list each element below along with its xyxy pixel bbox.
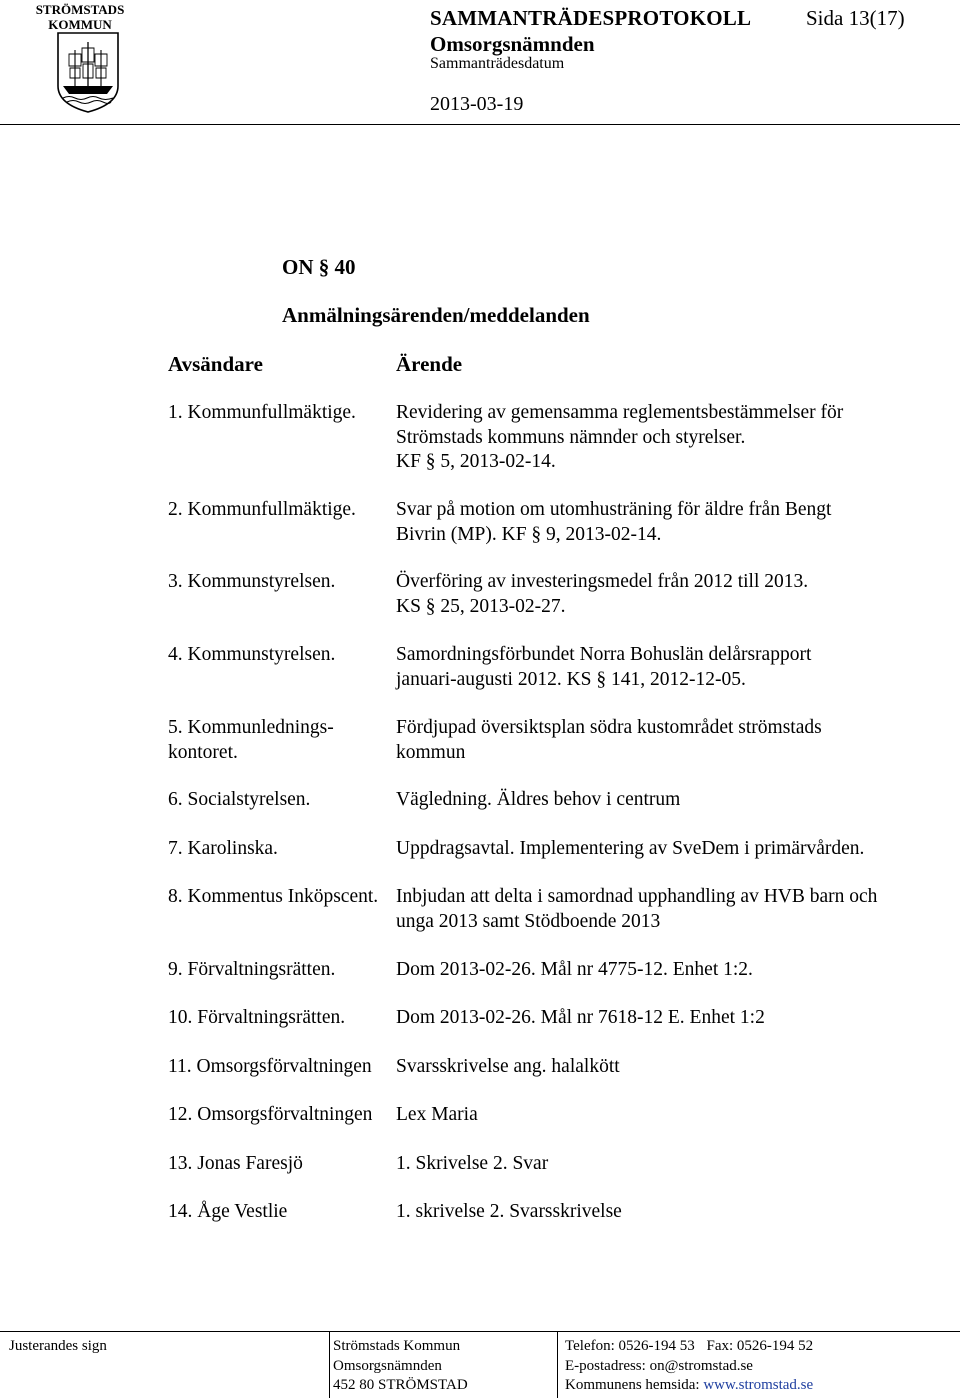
item-sender: 10. Förvaltningsrätten.	[168, 1007, 346, 1028]
footer-address-line2: Omsorgsnämnden	[333, 1357, 442, 1374]
footer-address	[333, 1337, 468, 1396]
item-subject: Dom 2013-02-26. Mål nr 4775-12. Enhet 1:2.	[396, 959, 753, 980]
footer-web-label: Kommunens hemsida:	[565, 1377, 700, 1393]
item-subject: Dom 2013-02-26. Mål nr 7618-12 E. Enhet 1:2	[396, 1007, 765, 1028]
item-subject: Samordningsförbundet Norra Bohuslän delårsrapport januari-augusti 2012. KS § 141, 2012-12-05.	[396, 644, 812, 690]
org-name-line2: KOMMUN	[48, 17, 112, 32]
footer-email-label: E-postadress:	[565, 1357, 646, 1374]
item-subject: Fördjupad översiktsplan södra kustområdet strömstads kommun	[396, 717, 822, 763]
committee-name: Omsorgsnämnden	[430, 32, 595, 56]
ship-seal-icon	[55, 30, 121, 114]
footer-fax: Fax: 0526-194 52	[706, 1338, 814, 1354]
item-sender: 11. Omsorgsförvaltningen	[168, 1056, 372, 1077]
item-sender: 13. Jonas Faresjö	[168, 1153, 303, 1174]
column-header-subject: Ärende	[396, 352, 463, 376]
header-divider	[0, 124, 960, 125]
item-sender: 4. Kommunstyrelsen.	[168, 644, 336, 665]
column-header-sender: Avsändare	[168, 352, 263, 376]
footer-web-line	[565, 1376, 813, 1396]
footer-divider	[0, 1331, 960, 1332]
item-subject: Uppdragsavtal. Implementering av SveDem i primärvården.	[396, 838, 865, 859]
item-sender: 7. Karolinska.	[168, 838, 278, 859]
org-name-line1: STRÖMSTADS	[35, 2, 125, 17]
item-subject: Inbjudan att delta i samordnad upphandling av HVB barn och unga 2013 samt Stödboende 2013	[396, 886, 878, 932]
item-subject: 1. Skrivelse 2. Svar	[396, 1153, 549, 1174]
section-number: ON § 40	[282, 255, 356, 279]
footer-email-line	[565, 1357, 813, 1377]
footer-phone-line	[565, 1337, 813, 1357]
footer-web-link[interactable]: www.stromstad.se	[703, 1377, 814, 1393]
org-name	[0, 2, 160, 32]
footer-email-link[interactable]: on@stromstad.se	[649, 1357, 753, 1374]
page-number: Sida 13(17)	[806, 6, 905, 30]
item-sender: 12. Omsorgsförvaltningen	[168, 1104, 373, 1125]
section-title: Anmälningsärenden/meddelanden	[282, 303, 590, 327]
item-sender: 14. Åge Vestlie	[168, 1201, 288, 1222]
footer-address-line3: 452 80 STRÖMSTAD	[333, 1377, 468, 1393]
item-subject: Revidering av gemensamma reglementsbestämmelser för Strömstads kommuns nämnder och styrelser. KF § 5, 2013-02-14.	[396, 402, 844, 472]
footer-address-line1: Strömstads Kommun	[333, 1338, 461, 1354]
item-sender: 3. Kommunstyrelsen.	[168, 571, 336, 592]
footer-column-divider	[329, 1331, 330, 1398]
footer-phone: Telefon: 0526-194 53	[565, 1338, 695, 1354]
protocol-title: SAMMANTRÄDESPROTOKOLL	[430, 6, 752, 30]
item-subject: Överföring av investeringsmedel från 2012 till 2013. KS § 25, 2013-02-27.	[396, 571, 809, 617]
item-sender: 9. Förvaltningsrätten.	[168, 959, 336, 980]
item-sender: 2. Kommunfullmäktige.	[168, 499, 356, 520]
item-subject: Vägledning. Äldres behov i centrum	[396, 789, 681, 810]
footer-column-divider	[557, 1331, 558, 1398]
item-subject: Lex Maria	[396, 1104, 478, 1125]
item-sender: 6. Socialstyrelsen.	[168, 789, 311, 810]
item-subject: Svar på motion om utomhusträning för äldre från Bengt Bivrin (MP). KF § 9, 2013-02-14.	[396, 499, 832, 545]
signature-label: Justerandes sign	[9, 1338, 107, 1354]
item-subject: Svarsskrivelse ang. halalkött	[396, 1056, 620, 1077]
footer-contact	[565, 1337, 813, 1396]
meeting-date-label: Sammanträdesdatum	[430, 55, 565, 72]
item-subject: 1. skrivelse 2. Svarsskrivelse	[396, 1201, 622, 1222]
item-sender: 1. Kommunfullmäktige.	[168, 402, 356, 423]
item-sender: 5. Kommunlednings- kontoret.	[168, 717, 334, 763]
meeting-date: 2013-03-19	[430, 93, 524, 115]
item-sender: 8. Kommentus Inköpscent.	[168, 886, 379, 907]
